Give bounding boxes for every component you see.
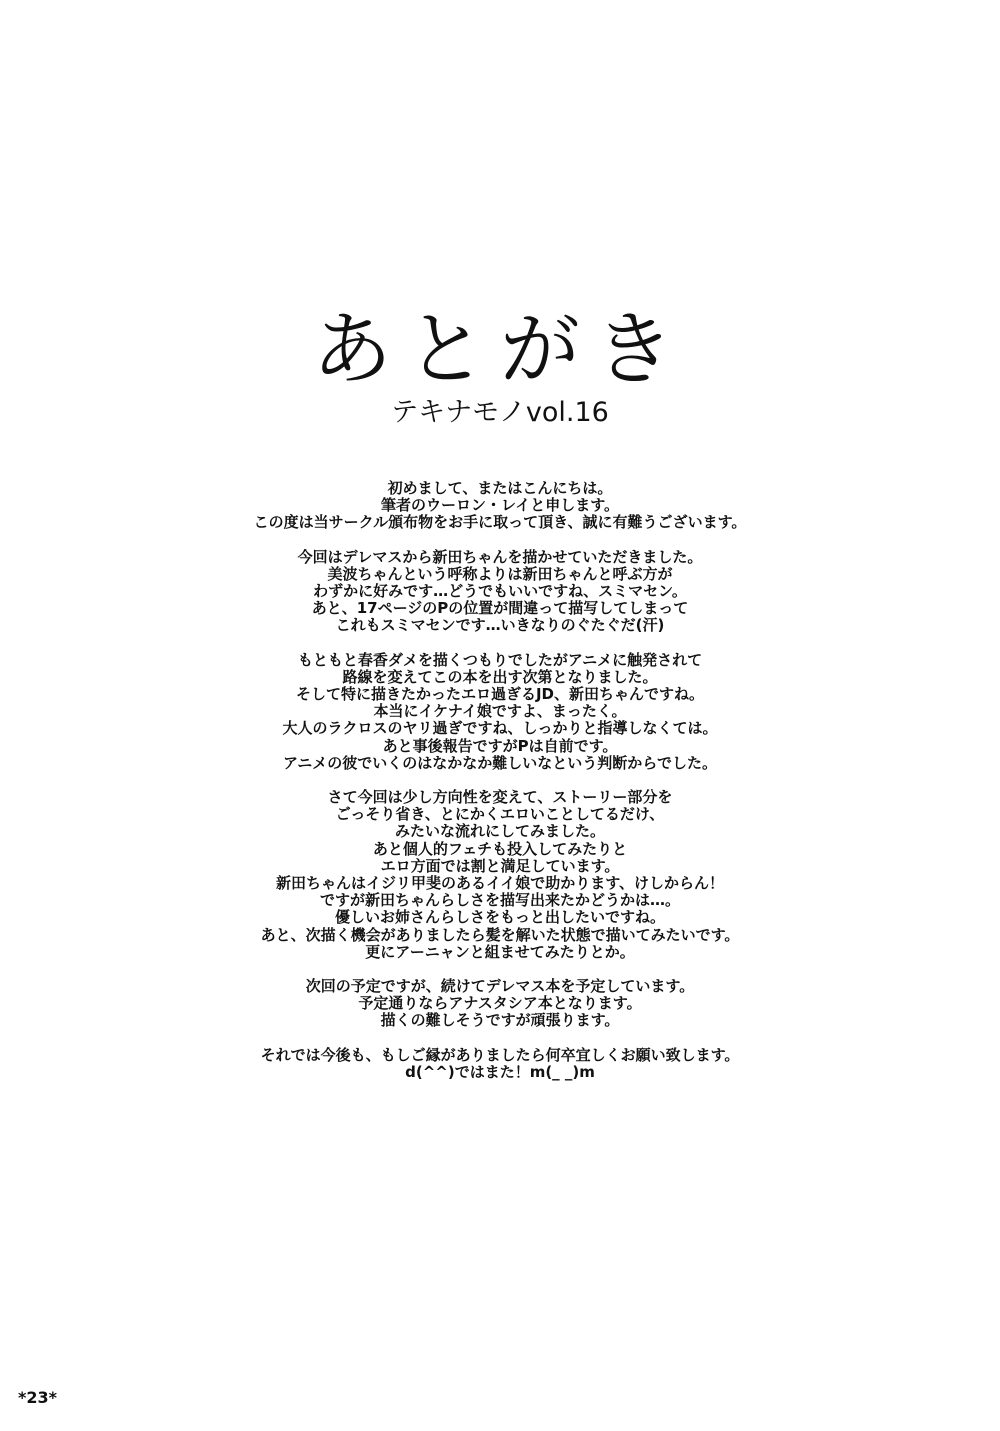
text-line: 新田ちゃんはイジリ甲斐のあるイイ娘で助かります、けしからん！ [275, 874, 725, 893]
text-line: 大人のラクロスのヤリ過ぎですね、しっかりと指導しなくては。 [282, 719, 718, 738]
text-line: わずかに好みです…どうでもいいですね、スミマセン。 [313, 582, 687, 601]
afterword-paragraph [100, 549, 900, 635]
text-line: 描くの難しそうですが頑張ります。 [380, 1011, 620, 1030]
text-line: 優しいお姉さんらしさをもっと出したいですね。 [334, 908, 665, 927]
text-line: d(^^)ではまた！m(_ _)m [405, 1062, 595, 1081]
afterword-paragraph [100, 978, 900, 1030]
text-line: ですが新田ちゃんらしさを描写出来たかどうかは…。 [319, 891, 680, 910]
text-line: 次回の予定ですが、続けてデレマス本を予定しています。 [305, 977, 695, 996]
text-line: 本当にイケナイ娘ですよ、まったく。 [373, 702, 627, 721]
text-line: 予定通りならアナスタシア本となります。 [358, 994, 642, 1013]
text-line: エロ方面では割と満足しています。 [380, 856, 620, 875]
text-line: ごっそり省き、とにかくエロいことしてるだけ、 [335, 805, 665, 824]
volume-subtitle: テキナモノvol.16 [391, 397, 609, 428]
text-line: そして特に描きたかったエロ過ぎるJD、新田ちゃんですね。 [295, 685, 705, 704]
text-line: 路線を変えてこの本を出す次第となりました。 [342, 667, 658, 686]
text-line: アニメの彼でいくのはなかなか難しいなという判断からでした。 [282, 753, 718, 772]
text-line: 今回はデレマスから新田ちゃんを描かせていただきました。 [297, 547, 703, 566]
text-line: あと、17ページのPの位置が間違って描写してしまって [311, 599, 689, 618]
page-number: *23* [18, 1388, 57, 1407]
text-line: 筆者のウーロン・レイと申します。 [380, 496, 620, 515]
text-line: あと事後報告ですがPは自前です。 [382, 736, 618, 755]
text-line: みたいな流れにしてみました。 [394, 822, 605, 841]
afterword-title: あとがき [312, 303, 688, 396]
text-line: これもスミマセンです…いきなりのぐたぐだ(汗) [335, 616, 665, 635]
text-line: もともと春香ダメを描くつもりでしたがアニメに触発されて [297, 650, 703, 669]
text-line: 初めまして、またはこんにちは。 [387, 479, 613, 497]
text-line: あと個人的フェチも投入してみたりと [372, 839, 628, 858]
afterword-paragraph [100, 1047, 900, 1081]
text-line: この度は当サークル頒布物をお手に取って頂き、誠に有難うございます。 [253, 513, 747, 532]
afterword-body [100, 480, 900, 1098]
text-line: 更にアーニャンと組ませてみたりとか。 [365, 942, 635, 961]
afterword-paragraph [100, 652, 900, 772]
text-line: さて今回は少し方向性を変えて、ストーリー部分を [327, 788, 673, 807]
afterword-paragraph [100, 480, 900, 532]
text-line: あと、次描く機会がありましたら髪を解いた状態で描いてみたいです。 [260, 925, 740, 944]
text-line: それでは今後も、もしご縁がありましたら何卒宜しくお願い致します。 [260, 1045, 740, 1064]
text-line: 美波ちゃんという呼称よりは新田ちゃんと呼ぶ方が [327, 564, 673, 583]
afterword-paragraph [100, 789, 900, 961]
